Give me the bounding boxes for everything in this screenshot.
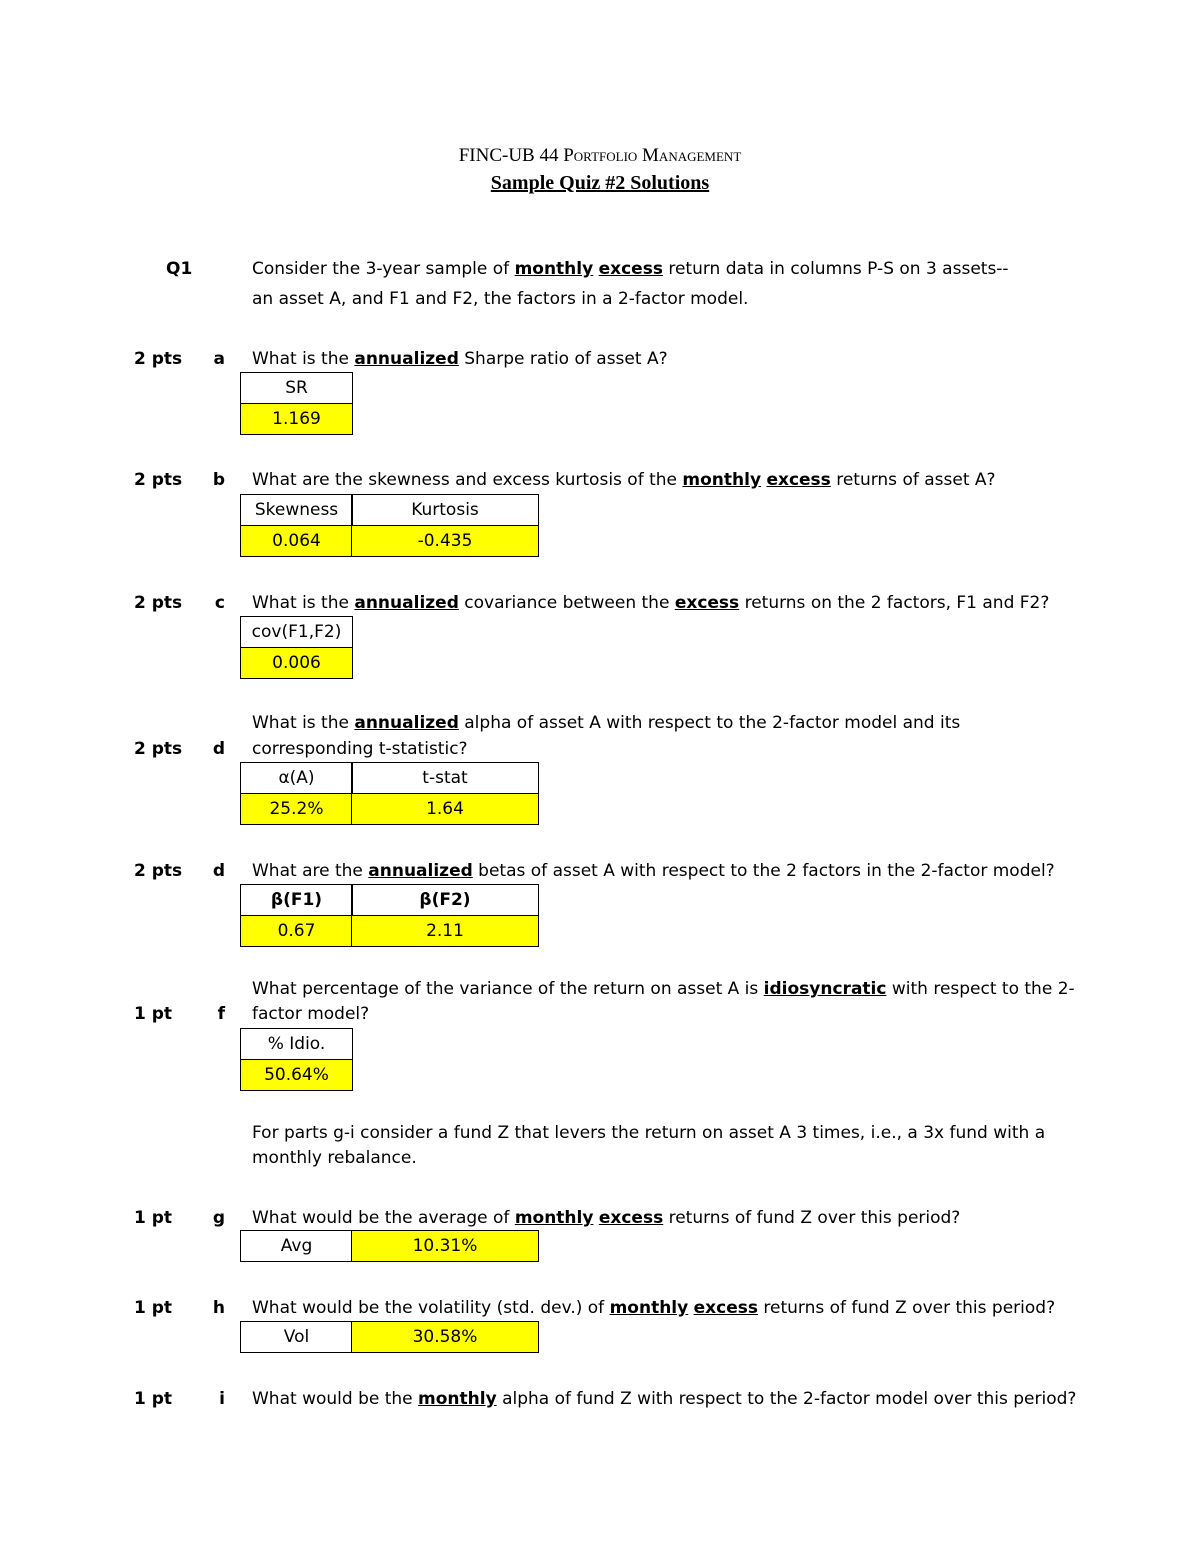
answer-header-kurtosis: Kurtosis [351,494,539,526]
points-label: 2 pts [134,861,183,881]
q1-text-line1: Consider the 3-year sample of monthly excess return data in columns P-S on 3 assets-- [252,259,1009,279]
answer-header-idio: % Idio. [240,1028,353,1060]
part-c-question: What is the annualized covariance between the excess returns on the 2 factors, F1 and F2? [252,593,1050,613]
part-betas-question: What are the annualized betas of asset A with respect to the 2 factors in the 2-factor model? [252,861,1055,881]
answer-value-idio: 50.64% [240,1059,353,1091]
answer-header-tstat: t-stat [351,762,539,794]
answer-value-avg: 10.31% [351,1230,539,1262]
part-letter: c [214,593,225,613]
answer-value-cov: 0.006 [240,647,353,679]
part-f-question-line1: What percentage of the variance of the return on asset A is idiosyncratic with respect to the 2- [252,979,1075,999]
intro-g-line2: monthly rebalance. [252,1148,417,1168]
part-letter: b [212,470,225,490]
part-letter: a [213,349,225,369]
answer-header-beta-f1: β(F1) [240,884,353,916]
answer-header-cov: cov(F1,F2) [240,616,353,648]
part-a-question: What is the annualized Sharpe ratio of asset A? [252,349,668,369]
part-letter: f [217,1004,225,1024]
part-d-question-line1: What is the annualized alpha of asset A with respect to the 2-factor model and its [252,713,961,733]
answer-value-beta-f2: 2.11 [351,915,539,947]
part-letter: g [212,1208,225,1228]
page-title: Sample Quiz #2 Solutions [490,172,710,194]
answer-value-skewness: 0.064 [240,525,353,557]
part-letter: d [212,739,225,759]
points-label: 2 pts [134,739,183,759]
answer-value-alpha: 25.2% [240,793,353,825]
answer-value-kurtosis: -0.435 [351,525,539,557]
part-d-question-line2: corresponding t-statistic? [252,739,468,759]
part-f-question-line2: factor model? [252,1004,370,1024]
part-i-question: What would be the monthly alpha of fund Z with respect to the 2-factor model over this period? [252,1389,1077,1409]
points-label: 1 pt [134,1208,173,1228]
answer-header-beta-f2: β(F2) [351,884,539,916]
points-label: 1 pt [134,1298,173,1318]
answer-value-sr: 1.169 [240,403,353,435]
answer-header-skewness: Skewness [240,494,353,526]
answer-label-vol: Vol [240,1321,353,1353]
points-label: 2 pts [134,593,183,613]
intro-g-line1: For parts g-i consider a fund Z that levers the return on asset A 3 times, i.e., a 3x fund with a [252,1123,1046,1143]
answer-value-vol: 30.58% [351,1321,539,1353]
answer-header-alpha: α(A) [240,762,353,794]
part-h-question: What would be the volatility (std. dev.) of monthly excess returns of fund Z over this period? [252,1298,1056,1318]
part-letter: i [219,1389,225,1409]
part-b-question: What are the skewness and excess kurtosis of the monthly excess returns of asset A? [252,470,996,490]
part-letter: d [212,861,225,881]
q1-text-line2: an asset A, and F1 and F2, the factors in a 2-factor model. [252,289,749,309]
points-label: 2 pts [134,349,183,369]
course-title: FINC-UB 44 Portfolio Management [458,145,742,166]
points-label: 1 pt [134,1389,173,1409]
part-g-question: What would be the average of monthly excess returns of fund Z over this period? [252,1208,961,1228]
answer-label-avg: Avg [240,1230,353,1262]
points-label: 2 pts [134,470,183,490]
answer-header-sr: SR [240,372,353,404]
part-letter: h [212,1298,225,1318]
points-label: 1 pt [134,1004,173,1024]
question-label: Q1 [166,259,193,279]
answer-value-tstat: 1.64 [351,793,539,825]
answer-value-beta-f1: 0.67 [240,915,353,947]
